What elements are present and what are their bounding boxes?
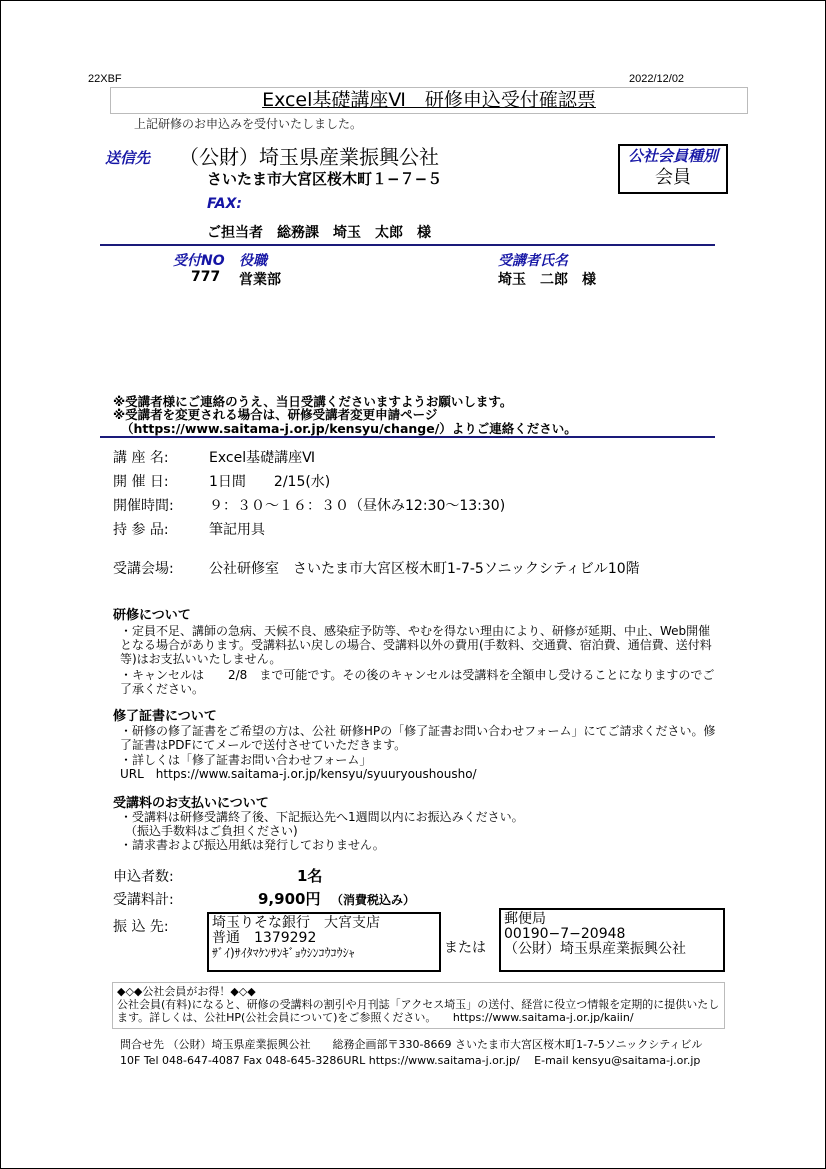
- bank-holder: ｻﾞｲ)ｻｲﾀﾏｹﾝｻﾝｷﾞｮｳｼﾝｺｳｺｳｼｬ: [212, 946, 355, 960]
- promo-heading: ◆◇◆公社会員がお得！◆◇◆: [117, 985, 256, 998]
- attendee-name: 埼玉 二郎 様: [498, 272, 596, 288]
- sender-address: さいたま市大宮区桜木町１−７−５: [207, 170, 443, 188]
- membership-value: 会員: [655, 167, 691, 188]
- cancel-text: ・キャンセルは 2/8 まで可能です。その後のキャンセルは受講料を全額申し受けることになりますのでご了承ください。: [120, 668, 715, 696]
- attendee-label: 受講者氏名: [498, 253, 568, 269]
- fee-note: （消費税込み）: [331, 893, 416, 907]
- bank-box: [207, 912, 441, 972]
- applicant-count: 1名: [297, 867, 323, 885]
- postal-box: [499, 908, 725, 972]
- promo-text: 公社会員(有料)になると、研修の受講料の割引や月刊誌「アクセス埼玉」の送付、経営に役立つ情報を定期的に提供いたします。詳しくは、公社HP(公社会員について)をご参照ください。 https://www.saitama-j.or.jp/kaiin/: [117, 998, 720, 1024]
- cert-section-title: 修了証書について: [113, 709, 217, 724]
- cert-text: ・研修の修了証書をご希望の方は、公社 研修HPの「修了証書お問い合わせフォーム」にてご請求ください。修了証書はPDFにてメールで送付させていただきます。: [120, 724, 716, 752]
- fee-label: 受講料計:: [113, 892, 174, 908]
- post-holder: （公財）埼玉県産業振興公社: [504, 941, 686, 957]
- fee-total: 9,900円: [258, 890, 321, 908]
- payment-text-1: ・受講料は研修受講終了後、下記振込先へ1週間以内にお振込みください。: [120, 810, 524, 824]
- cert-detail: ・詳しくは「修了証書お問い合わせフォーム」: [120, 753, 372, 767]
- venue-label: 受講会場:: [113, 561, 174, 577]
- form-code: 22XBF: [88, 73, 122, 85]
- time-label: 開催時間:: [113, 498, 174, 514]
- venue: 公社研修室 さいたま市大宮区桜木町1-7-5ソニックシティビル10階: [209, 561, 640, 577]
- course-name: Excel基礎講座Ⅵ: [209, 450, 315, 466]
- contact-footer: 問合せ先 （公財）埼玉県産業振興公社 総務企画部〒330-8669 さいたま市大宮区桜木町1-7-5ソニックシティビル10F Tel 048-647-4087 Fax 048-645-3286URL https://www.saitama-j.or.jp/ E-mail kensyu@saitama-j.or.jp: [120, 1038, 703, 1067]
- course-date: 1日間 2/15(水): [209, 474, 331, 490]
- fax-label: FAX:: [207, 196, 242, 212]
- training-text: ・定員不足、講師の急病、天候不良、感染症予防等、やむを得ない理由により、研修が延期、中止、Web開催となる場合があります。受講料払い戻しの場合、受講料以外の費用(手数料、交通費、宿泊費、通信費、送付料等)はお支払いいたしません。: [120, 624, 712, 666]
- role: 営業部: [239, 272, 281, 288]
- payment-text-2: （振込手数料はご負担ください): [125, 824, 298, 838]
- training-section-title: 研修について: [113, 608, 191, 623]
- notice-line-1: ※受講者様にご連絡のうえ、当日受講くださいますようお願いします。: [113, 394, 513, 409]
- page-title: Excel基礎講座Ⅵ 研修申込受付確認票: [110, 87, 748, 114]
- count-label: 申込者数:: [113, 869, 174, 885]
- date-label: 開 催 日:: [113, 474, 169, 490]
- post-account: 00190−7−20948: [504, 926, 626, 942]
- issue-date: 2022/12/02: [629, 73, 685, 85]
- sender-label: 送信先: [105, 149, 151, 167]
- divider-top: [100, 244, 715, 246]
- subtitle: 上記研修のお申込みを受付いたしました。: [134, 117, 363, 131]
- items-to-bring: 筆記用具: [209, 522, 265, 538]
- bank-label: 振 込 先:: [113, 919, 169, 935]
- payment-section-title: 受講料のお支払いについて: [113, 796, 269, 811]
- reception-no-label: 受付NO: [173, 253, 225, 269]
- membership-label: 公社会員種別: [627, 147, 718, 165]
- post-name: 郵便局: [504, 911, 546, 927]
- items-label: 持 参 品:: [113, 522, 169, 538]
- bank-name: 埼玉りそな銀行 大宮支店: [212, 915, 380, 931]
- notice-line-3: （https://www.saitama-j.or.jp/kensyu/change/）よりご連絡ください。: [121, 421, 577, 436]
- cert-url[interactable]: URL https://www.saitama-j.or.jp/kensyu/syuuryoushousho/: [120, 767, 477, 781]
- course-time: ９：３０〜１６：３０（昼休み12:30〜13:30): [209, 498, 506, 514]
- divider-middle: [100, 436, 715, 438]
- membership-promo: [112, 982, 725, 1029]
- reception-no: 777: [191, 269, 221, 285]
- course-label: 講 座 名:: [113, 450, 169, 466]
- bank-account: 普通 1379292: [212, 930, 317, 946]
- role-label: 役職: [239, 253, 267, 269]
- or-label: または: [444, 940, 486, 956]
- notice-line-2: ※受講者を変更される場合は、研修受講者変更申請ページ: [113, 407, 438, 422]
- sender-org: （公財）埼玉県産業振興公社: [179, 145, 439, 169]
- payment-text-3: ・請求書および振込用紙は発行しておりません。: [120, 838, 385, 852]
- sender-contact: ご担当者 総務課 埼玉 太郎 様: [207, 225, 431, 241]
- membership-box: [618, 144, 728, 194]
